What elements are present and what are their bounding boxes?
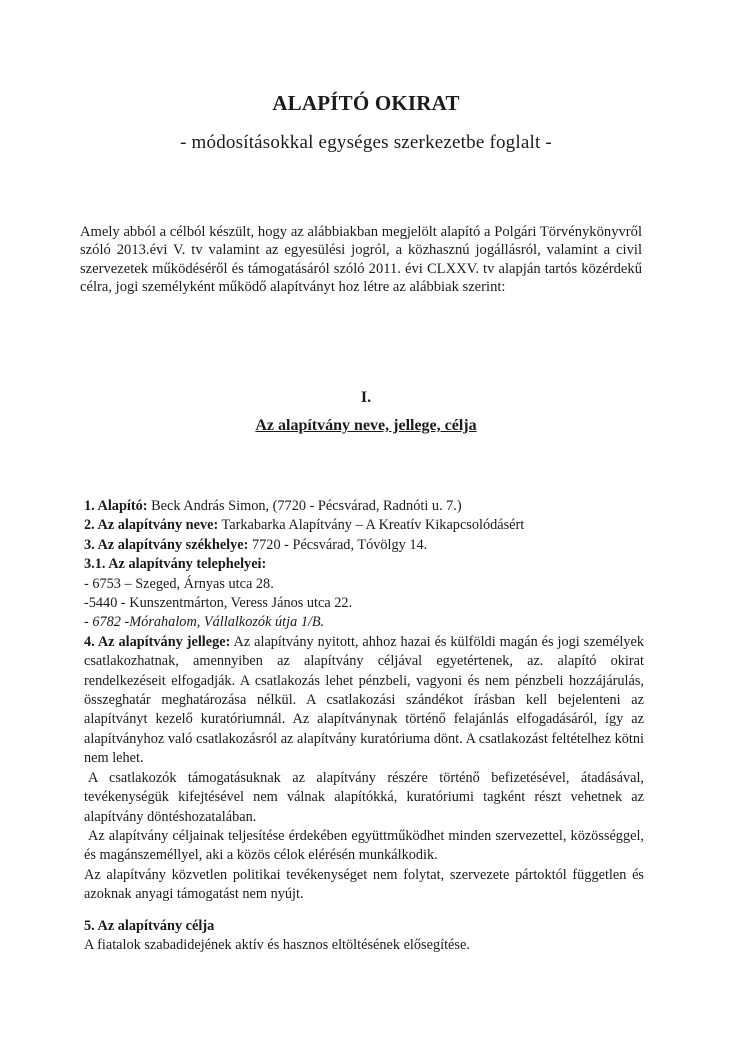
- founder-value: Beck András Simon, (7720 - Pécsvárad, Radnóti u. 7.): [147, 498, 462, 514]
- founder-label: 1. Alapító:: [84, 498, 148, 514]
- nature-label: 4. Az alapítvány jellege:: [84, 633, 231, 650]
- purpose-line: [84, 917, 644, 936]
- site-1: - 6753 – Szeged, Árnyas utca 28.: [84, 575, 274, 592]
- nature-text-1: Az alapítvány nyitott, ahhoz hazai és külföldi magán és jogi személyek csatlakozhatnak, amennyiben az alapítvány céljával egyetértenek, az. alapító okirat rendelkezéseit elfogadják. A csatlakozás lehet pénzbeli, vagyoni és nem pénzbeli hozzájárulás, összeghatár meghatározása nélkül. A csatlakozási szándékot írásban kell bejelenteni az alapítványt kezelő kuratóriumnál. Az alapítványnak történő felajánlás elfogadásáról, így az alapítványhoz való csatlakozásról az alapítvány kuratóriuma dönt. A csatlakozást feltételhez kötni nem lehet.: [84, 633, 644, 767]
- spacer: [84, 905, 644, 917]
- site-3: - 6782 -Mórahalom, Vállalkozók útja 1/B.: [84, 614, 325, 631]
- section-number: I.: [360, 389, 372, 406]
- site-2: -5440 - Kunszentmárton, Veress János utca 22.: [84, 595, 353, 612]
- items-list: [84, 497, 644, 955]
- document-title: ALAPÍTÓ OKIRAT: [272, 91, 460, 115]
- seat-label: 3. Az alapítvány székhelye:: [84, 536, 249, 553]
- name-value: Tarkabarka Alapítvány – A Kreatív Kikapcsolódásért: [218, 517, 525, 534]
- sites-line: [84, 555, 644, 574]
- nature-paragraph-3: Az alapítvány céljainak teljesítése érdekében együttműködhet minden szervezettel, közösséggel, és magánszeméllyel, aki a közös célok elérésén munkálkodik.: [84, 827, 644, 864]
- name-line: [84, 516, 644, 535]
- seat-value: 7720 - Pécsvárad, Tóvölgy 14.: [248, 536, 428, 553]
- founder-line: [84, 497, 644, 516]
- purpose-label: 5. Az alapítvány célja: [84, 917, 215, 934]
- sites-label: 3.1. Az alapítvány telephelyei:: [84, 556, 267, 573]
- document-subtitle: - módosításokkal egységes szerkezetbe foglalt -: [180, 132, 552, 153]
- nature-paragraph-2: A csatlakozók támogatásuknak az alapítvány részére történő befizetésével, átadásával, tevékenységük kifejtésével nem válnak alapítókká, kuratóriumi tagként részt vehetnek az alapítvány döntéshozatalában.: [84, 769, 644, 825]
- nature-paragraph-4: Az alapítvány közvetlen politikai tevékenységet nem folytat, szervezete pártoktól független és azoknak anyagi támogatást nem nyújt.: [84, 866, 644, 903]
- name-label: 2. Az alapítvány neve:: [84, 517, 219, 534]
- section-title: Az alapítvány neve, jellege, célja: [255, 417, 477, 434]
- nature-paragraph-1: [84, 633, 644, 769]
- intro-paragraph: Amely abból a célból készült, hogy az alábbiakban megjelölt alapító a Polgári Törvénykönyvről szóló 2013.évi V. tv valamint az egyesülési jogról, a közhasznú jogállásról, valamint a civil szervezetek működéséről és támogatásáról szóló 2011. évi CLXXV. tv alapján tartós közérdekű célra, jogi személyként működő alapítványt hoz létre az alábbiak szerint:: [80, 224, 642, 296]
- seat-line: [84, 536, 644, 555]
- purpose-value: A fiatalok szabadidejének aktív és hasznos eltöltésének elősegítése.: [84, 936, 470, 953]
